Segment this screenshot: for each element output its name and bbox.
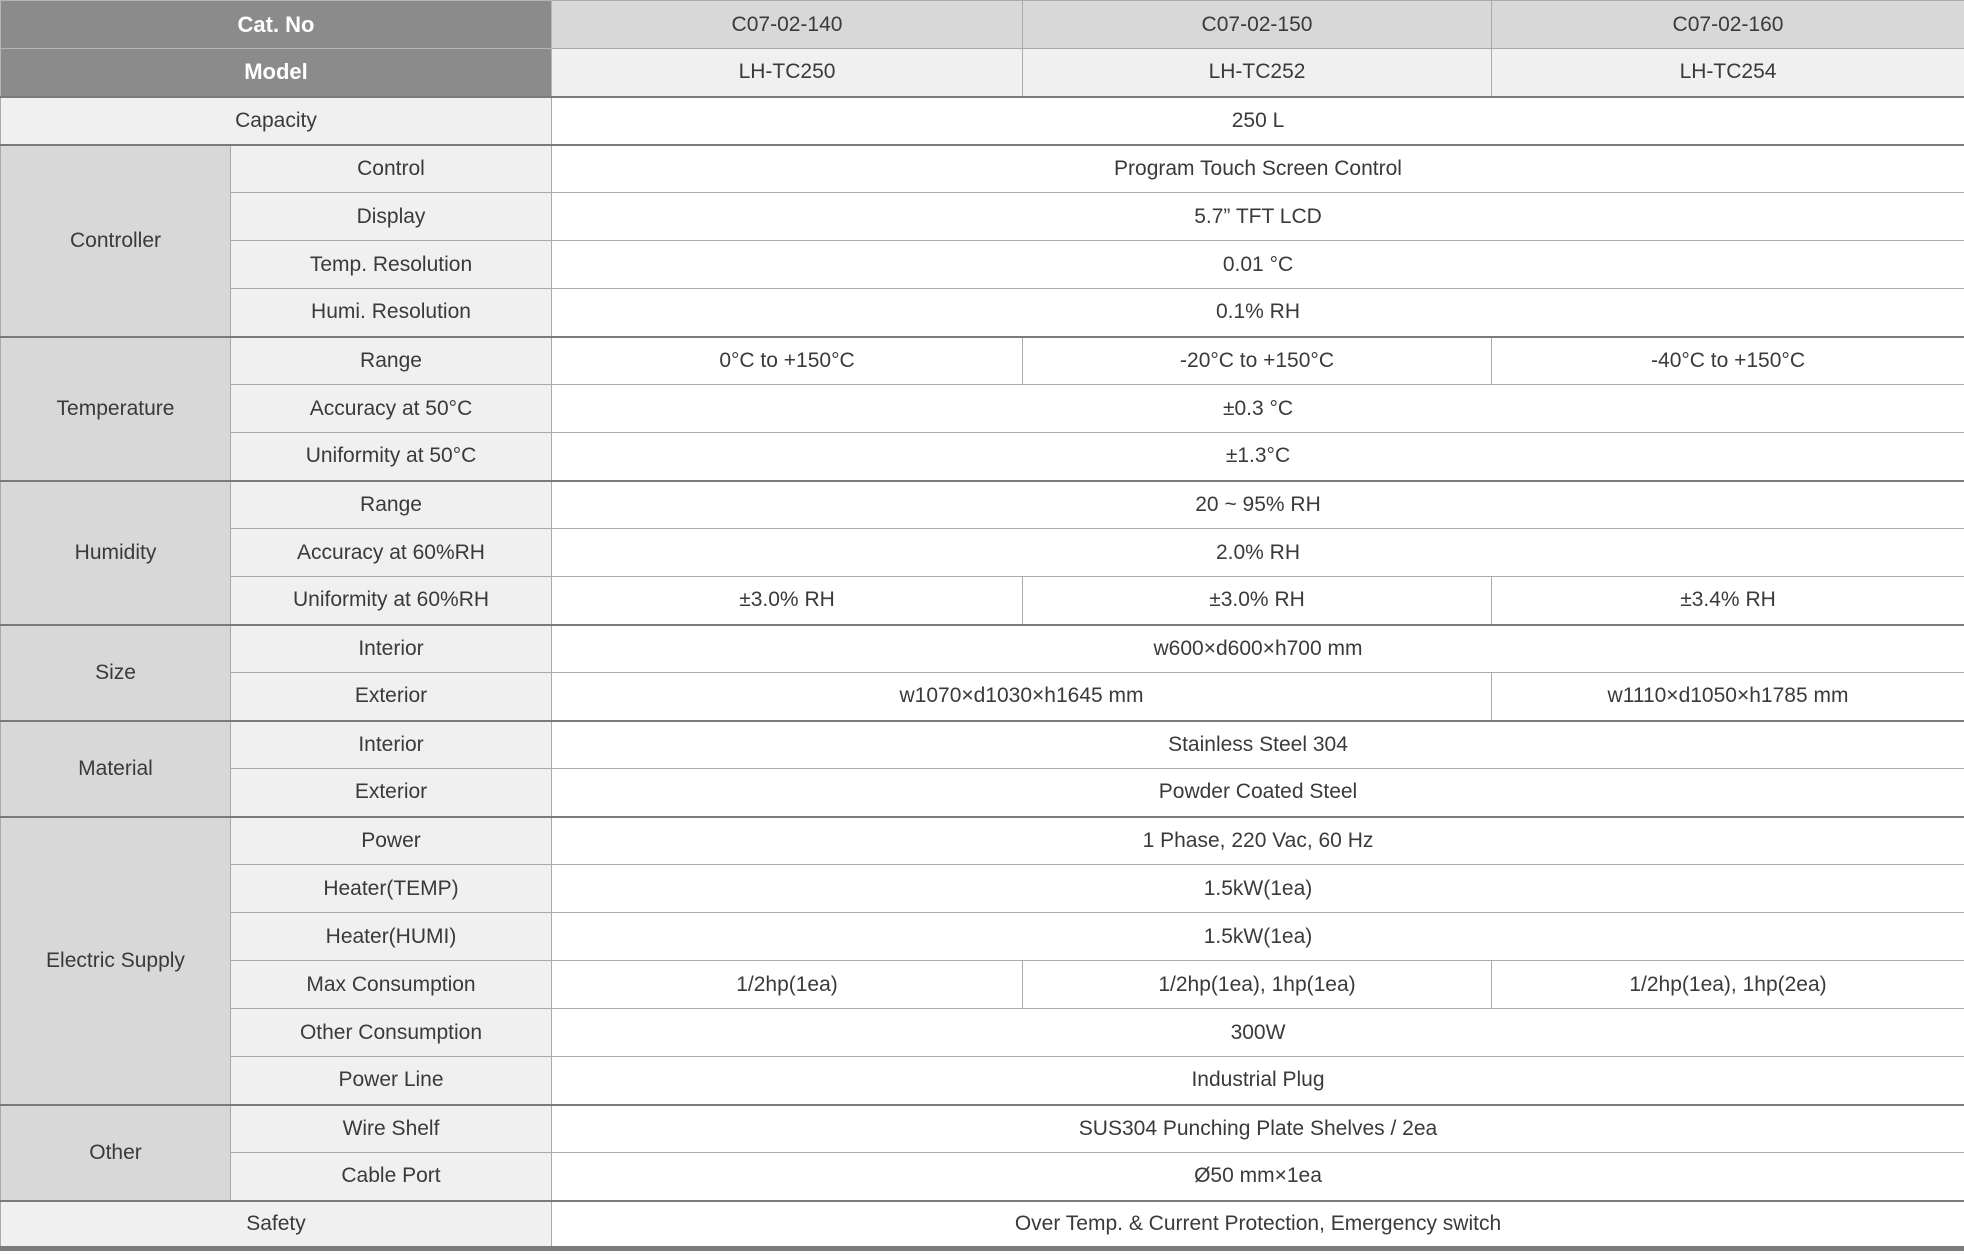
- power-line-label: Power Line: [231, 1057, 552, 1105]
- temp-resolution-label: Temp. Resolution: [231, 241, 552, 289]
- power-line-value: Industrial Plug: [552, 1057, 1964, 1105]
- row-power-line: [1, 1057, 1964, 1105]
- row-other-consumption: [1, 1009, 1964, 1057]
- controller-group-label: Controller: [1, 145, 231, 337]
- temp-uniformity-label: Uniformity at 50°C: [231, 433, 552, 481]
- electric-supply-group-label: Electric Supply: [1, 817, 231, 1105]
- size-group-label: Size: [1, 625, 231, 721]
- model-header-label: Model: [1, 49, 552, 97]
- humi-resolution-value: 0.1% RH: [552, 289, 1964, 337]
- row-temp-uniformity: [1, 433, 1964, 481]
- cat-no-value-1: C07-02-140: [552, 1, 1023, 49]
- size-interior-label: Interior: [231, 625, 552, 673]
- humidity-accuracy-label: Accuracy at 60%RH: [231, 529, 552, 577]
- cat-no-value-2: C07-02-150: [1023, 1, 1492, 49]
- humidity-uniformity-value-1: ±3.0% RH: [552, 577, 1023, 625]
- temp-range-label: Range: [231, 337, 552, 385]
- heater-humi-value: 1.5kW(1ea): [552, 913, 1964, 961]
- material-interior-label: Interior: [231, 721, 552, 769]
- control-value: Program Touch Screen Control: [552, 145, 1964, 193]
- row-heater-humi: [1, 913, 1964, 961]
- display-label: Display: [231, 193, 552, 241]
- row-temp-accuracy: [1, 385, 1964, 433]
- humidity-accuracy-value: 2.0% RH: [552, 529, 1964, 577]
- temp-accuracy-label: Accuracy at 50°C: [231, 385, 552, 433]
- row-humidity-accuracy: [1, 529, 1964, 577]
- humidity-group-label: Humidity: [1, 481, 231, 625]
- power-label: Power: [231, 817, 552, 865]
- row-cable-port: [1, 1153, 1964, 1201]
- humidity-range-label: Range: [231, 481, 552, 529]
- material-group-label: Material: [1, 721, 231, 817]
- control-label: Control: [231, 145, 552, 193]
- temp-range-value-3: -40°C to +150°C: [1492, 337, 1964, 385]
- heater-humi-label: Heater(HUMI): [231, 913, 552, 961]
- row-size-exterior: [1, 673, 1964, 721]
- row-display: [1, 193, 1964, 241]
- humi-resolution-label: Humi. Resolution: [231, 289, 552, 337]
- wire-shelf-label: Wire Shelf: [231, 1105, 552, 1153]
- row-control: [1, 145, 1964, 193]
- max-consumption-value-1: 1/2hp(1ea): [552, 961, 1023, 1009]
- max-consumption-value-3: 1/2hp(1ea), 1hp(2ea): [1492, 961, 1964, 1009]
- capacity-label: Capacity: [1, 97, 552, 145]
- cable-port-label: Cable Port: [231, 1153, 552, 1201]
- row-humidity-range: [1, 481, 1964, 529]
- size-exterior-value-1: w1070×d1030×h1645 mm: [552, 673, 1492, 721]
- temp-accuracy-value: ±0.3 °C: [552, 385, 1964, 433]
- max-consumption-value-2: 1/2hp(1ea), 1hp(1ea): [1023, 961, 1492, 1009]
- size-exterior-value-2: w1110×d1050×h1785 mm: [1492, 673, 1964, 721]
- model-value-1: LH-TC250: [552, 49, 1023, 97]
- size-exterior-label: Exterior: [231, 673, 552, 721]
- cable-port-value: Ø50 mm×1ea: [552, 1153, 1964, 1201]
- row-humidity-uniformity: [1, 577, 1964, 625]
- row-wire-shelf: [1, 1105, 1964, 1153]
- row-model: [1, 49, 1964, 97]
- max-consumption-label: Max Consumption: [231, 961, 552, 1009]
- size-interior-value: w600×d600×h700 mm: [552, 625, 1964, 673]
- row-capacity: [1, 97, 1964, 145]
- material-exterior-label: Exterior: [231, 769, 552, 817]
- material-interior-value: Stainless Steel 304: [552, 721, 1964, 769]
- row-heater-temp: [1, 865, 1964, 913]
- temp-range-value-1: 0°C to +150°C: [552, 337, 1023, 385]
- other-group-label: Other: [1, 1105, 231, 1201]
- row-temp-resolution: [1, 241, 1964, 289]
- safety-value: Over Temp. & Current Protection, Emergency switch: [552, 1201, 1964, 1249]
- humidity-uniformity-label: Uniformity at 60%RH: [231, 577, 552, 625]
- row-safety: [1, 1201, 1964, 1249]
- capacity-value: 250 L: [552, 97, 1964, 145]
- cat-no-value-3: C07-02-160: [1492, 1, 1964, 49]
- model-value-2: LH-TC252: [1023, 49, 1492, 97]
- humidity-range-value: 20 ~ 95% RH: [552, 481, 1964, 529]
- model-value-3: LH-TC254: [1492, 49, 1964, 97]
- wire-shelf-value: SUS304 Punching Plate Shelves / 2ea: [552, 1105, 1964, 1153]
- other-consumption-label: Other Consumption: [231, 1009, 552, 1057]
- row-size-interior: [1, 625, 1964, 673]
- humidity-uniformity-value-3: ±3.4% RH: [1492, 577, 1964, 625]
- heater-temp-label: Heater(TEMP): [231, 865, 552, 913]
- row-humi-resolution: [1, 289, 1964, 337]
- row-cat-no: [1, 1, 1964, 49]
- row-temp-range: [1, 337, 1964, 385]
- temperature-group-label: Temperature: [1, 337, 231, 481]
- other-consumption-value: 300W: [552, 1009, 1964, 1057]
- humidity-uniformity-value-2: ±3.0% RH: [1023, 577, 1492, 625]
- row-material-exterior: [1, 769, 1964, 817]
- row-max-consumption: [1, 961, 1964, 1009]
- safety-label: Safety: [1, 1201, 552, 1249]
- temp-range-value-2: -20°C to +150°C: [1023, 337, 1492, 385]
- cat-no-header-label: Cat. No: [1, 1, 552, 49]
- heater-temp-value: 1.5kW(1ea): [552, 865, 1964, 913]
- power-value: 1 Phase, 220 Vac, 60 Hz: [552, 817, 1964, 865]
- row-material-interior: [1, 721, 1964, 769]
- row-power: [1, 817, 1964, 865]
- temp-uniformity-value: ±1.3°C: [552, 433, 1964, 481]
- material-exterior-value: Powder Coated Steel: [552, 769, 1964, 817]
- temp-resolution-value: 0.01 °C: [552, 241, 1964, 289]
- display-value: 5.7” TFT LCD: [552, 193, 1964, 241]
